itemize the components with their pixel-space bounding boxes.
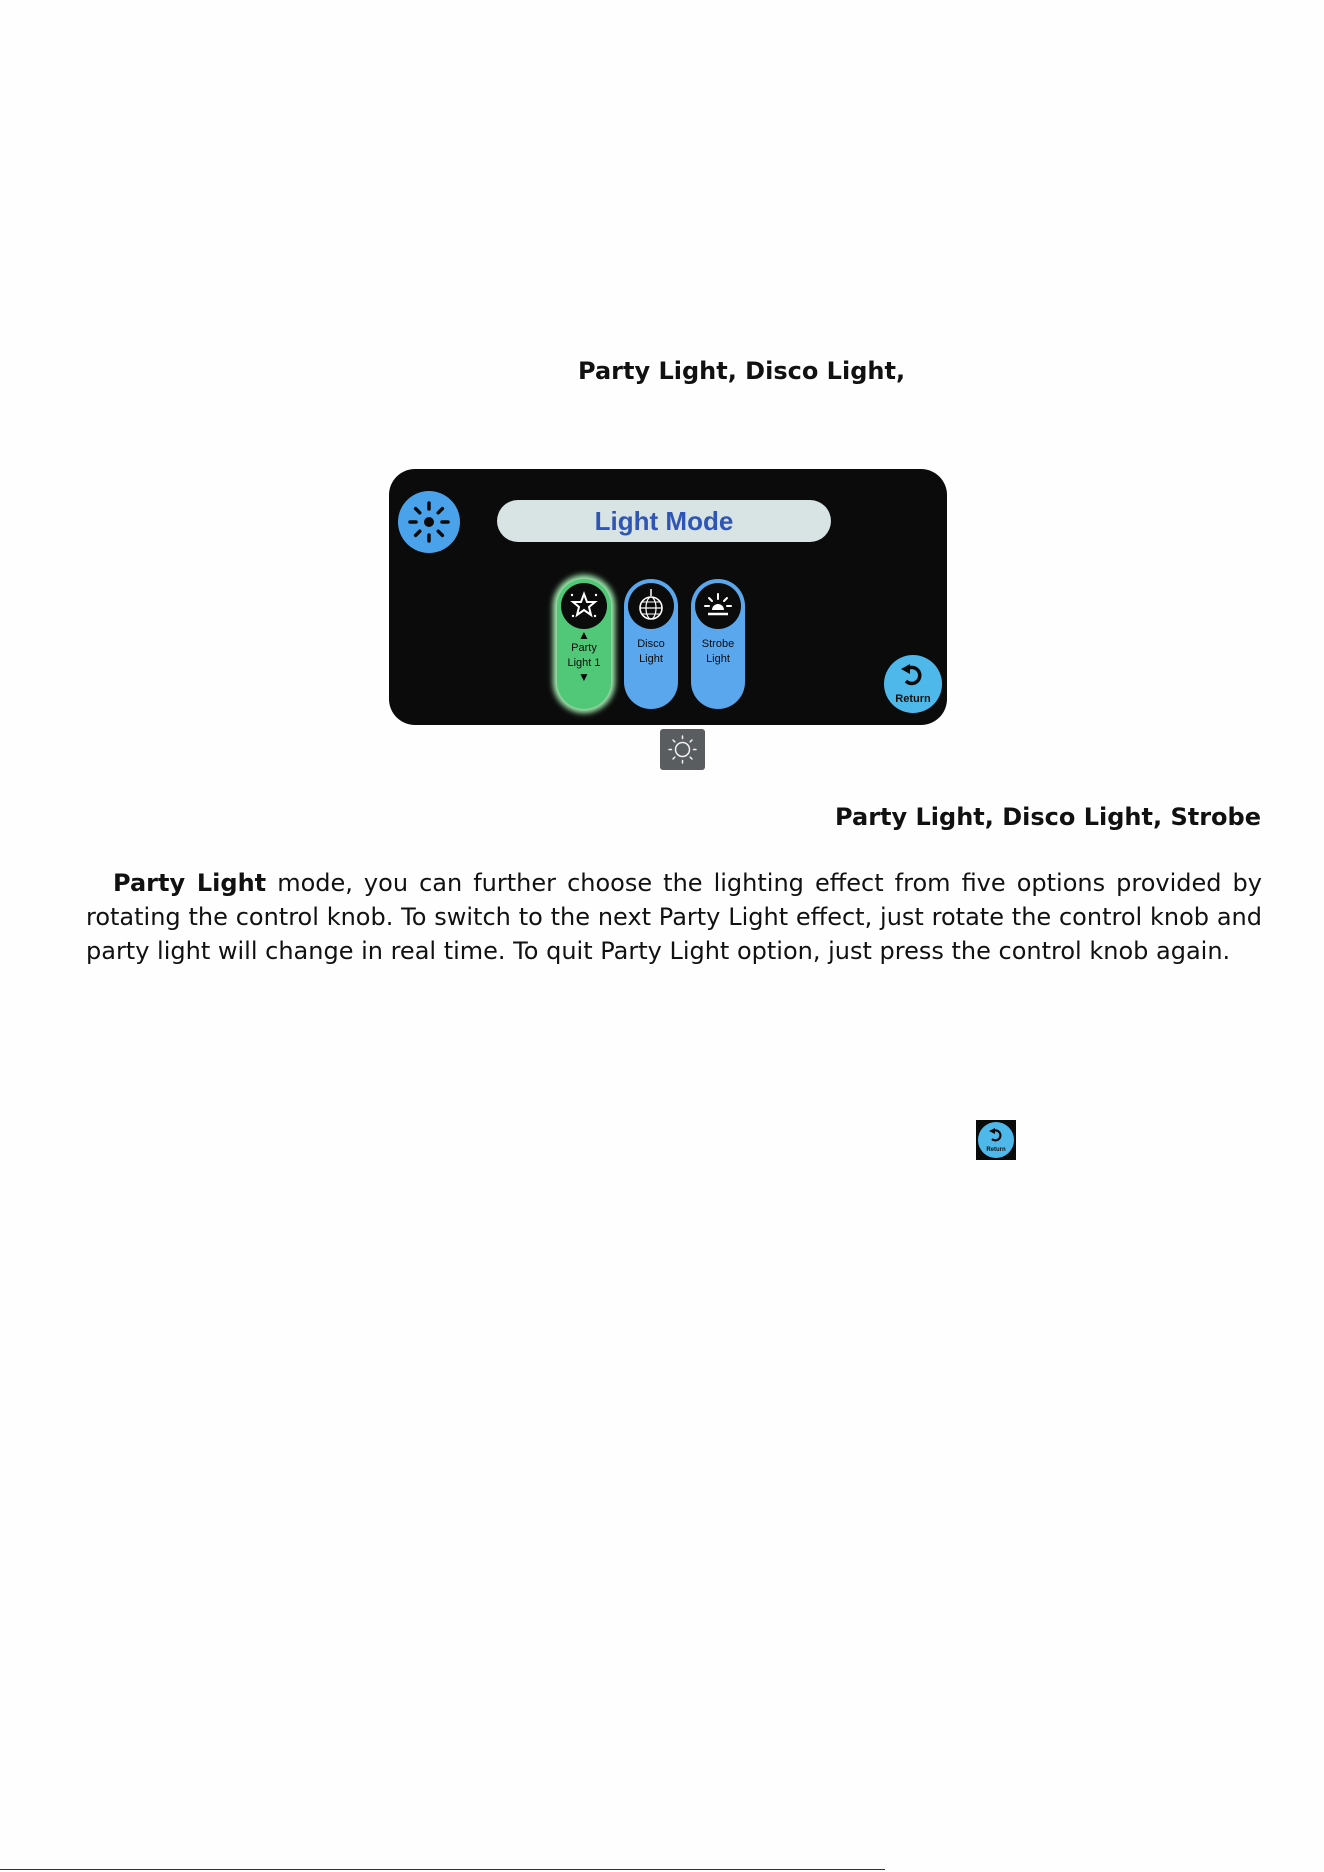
- return-arrow-icon: [884, 655, 942, 695]
- mode-disco-light[interactable]: [624, 579, 678, 709]
- return-mini-label: Return: [986, 1147, 1006, 1153]
- mode-party-light[interactable]: [557, 579, 611, 709]
- arrow-up-icon[interactable]: ▲: [578, 628, 590, 642]
- strobe-icon: [695, 583, 741, 629]
- heading-line-modes-2: Party Light, Disco Light, Strobe: [835, 803, 1261, 831]
- mode-label-line1: Party: [571, 642, 597, 654]
- return-label: Return: [895, 693, 931, 705]
- mode-label-line1: Strobe: [701, 638, 735, 650]
- footer-divider: [0, 1869, 885, 1870]
- mode-label-line2: Light: [639, 653, 663, 665]
- mode-label-line1: Disco: [637, 638, 665, 650]
- return-button[interactable]: [884, 655, 942, 713]
- para-bold-term: Party Light: [113, 869, 267, 897]
- panel-title: Light Mode: [497, 500, 831, 542]
- mode-label-line2: Light: [706, 653, 730, 665]
- disco-ball-icon: [628, 583, 674, 629]
- body-paragraph: [86, 866, 1262, 968]
- mode-label-line2: Light 1: [567, 657, 601, 669]
- para-text: mode, you can further choose the lighting effect from five options provided by rotating the control knob. To switch to the next Party Light effect, just rotate the control knob and party light will change in real time. To quit Party Light option, just press the control knob again.: [86, 869, 1262, 965]
- heading-line-modes: Party Light, Disco Light,: [578, 357, 906, 385]
- sun-icon: [660, 729, 705, 770]
- sunburst-icon[interactable]: [398, 491, 460, 553]
- mode-strobe-light[interactable]: [691, 579, 745, 709]
- light-mode-panel: [389, 469, 947, 725]
- return-icon: [976, 1120, 1016, 1160]
- arrow-down-icon[interactable]: ▼: [578, 670, 590, 684]
- star-icon: [561, 583, 607, 629]
